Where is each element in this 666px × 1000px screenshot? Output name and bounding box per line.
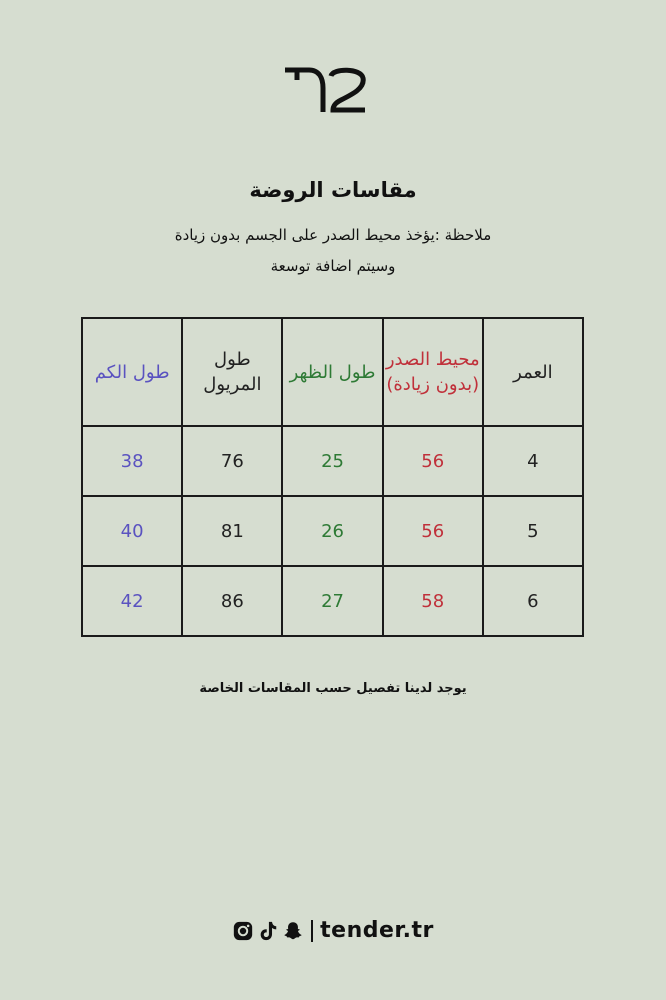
cell-age: 4: [483, 426, 583, 496]
cell-back: 27: [282, 566, 382, 636]
cell-sleeve: 42: [82, 566, 182, 636]
note-line-1: ملاحظة :يؤخذ محيط الصدر على الجسم بدون زيادة: [174, 226, 492, 244]
cell-sleeve: 40: [82, 496, 182, 566]
tiktok-icon[interactable]: [257, 920, 279, 942]
cell-length: 86: [182, 566, 282, 636]
brand-logo: [283, 66, 367, 114]
header-back: طول الظهر: [282, 318, 382, 426]
cell-length: 81: [182, 496, 282, 566]
instagram-icon[interactable]: [232, 920, 254, 942]
measurement-note: [0, 220, 666, 282]
cell-length: 76: [182, 426, 282, 496]
header-sleeve: طول الكم: [82, 318, 182, 426]
header-chest-label: محيط الصدر: [385, 349, 480, 370]
footer-divider: [311, 920, 313, 942]
table-header-row: [82, 318, 583, 426]
table-row: [82, 566, 583, 636]
page-title: مقاسات الروضة: [249, 178, 417, 202]
cell-sleeve: 38: [82, 426, 182, 496]
header-chest: [383, 318, 483, 426]
cell-chest: 56: [383, 496, 483, 566]
social-handle[interactable]: tender.tr: [320, 918, 434, 943]
cell-chest: 56: [383, 426, 483, 496]
header-length: طول المريول: [182, 318, 282, 426]
note-line-2: وسيتم اضافة توسعة: [270, 257, 396, 275]
cell-age: 5: [483, 496, 583, 566]
header-chest-sub: (بدون زيادة): [386, 374, 480, 395]
social-footer: [0, 918, 666, 943]
cell-back: 26: [282, 496, 382, 566]
table-row: [82, 496, 583, 566]
cell-age: 6: [483, 566, 583, 636]
size-table: [81, 317, 584, 637]
cell-back: 25: [282, 426, 382, 496]
header-age: العمر: [483, 318, 583, 426]
cell-chest: 58: [383, 566, 483, 636]
custom-sizing-note: يوجد لدينا تفصيل حسب المقاسات الخاصة: [199, 681, 467, 696]
table-row: [82, 426, 583, 496]
snapchat-icon[interactable]: [282, 920, 304, 942]
